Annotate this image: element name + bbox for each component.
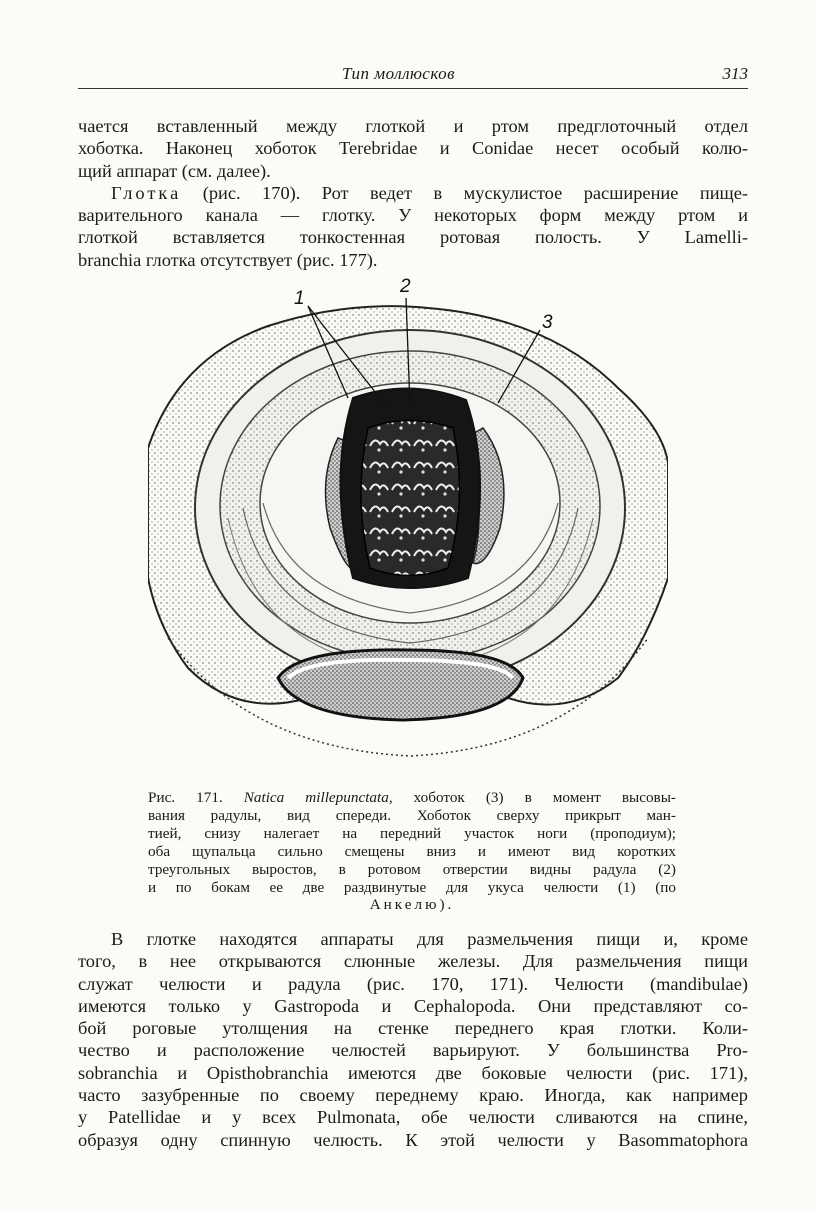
figure-caption [148,789,676,914]
figure-label-2: 2 [400,278,411,297]
text-line: бой роговые утолщения на стенке переднего края глотки. Коли- [78,1018,748,1039]
caption-number: Рис. 171. [148,789,244,806]
pharynx-paragraph-first-line [78,182,748,204]
figure-171-illustration [148,278,668,776]
page-number: 313 [722,64,748,83]
text-fragment: (рис. 170). Рот ведет в мускулистое расширение пище- [181,182,748,203]
running-title: Тип моллюсков [342,64,456,83]
jaws-radula-text [78,928,748,1151]
running-head [78,62,748,89]
text-line: глоткой вставляется тонкостенная ротовая полость. У Lamelli- [78,227,748,248]
text-line: имеются только у Gastropoda и Cephalopoda. Они представляют со- [78,995,748,1016]
text-line: служат челюсти и радула (рис. 170, 171). Челюсти (mandibulae) [78,973,748,994]
text-line: sobranchia и Opisthobranchia имеются две боковые челюсти (рис. 171), [78,1062,748,1083]
figure-label-1: 1 [294,288,305,309]
caption-line: оба щупальца сильно смещены вниз и имеют вид коротких [148,842,676,860]
text-line: хоботка. Наконец хоботок Terebridae и Conidae несет особый колю- [78,138,748,159]
text-line: щий аппарат (см. далее). [78,160,271,181]
text-line: чество и расположение челюстей варьируют. У большинства Pro- [78,1040,748,1061]
natica-proboscis-drawing [148,278,668,776]
caption-line: тией, снизу налегает на передний участок ноги (проподиум); [148,824,676,842]
text-line: того, в нее открываются слюнные железы. Для размельчения пищи [78,951,748,972]
radula [361,421,459,576]
text-line: чается вставленный между глоткой и ртом предглоточный отдел [78,116,748,136]
caption-fragment: , хоботок (3) в момент высовы- [388,789,676,806]
caption-first-line [148,789,676,807]
text-line: варительного канала — глотку. У некоторых форм между ртом и [78,205,748,226]
caption-line: и по бокам ее две раздвинутые для укуса челюсти (1) (по [148,878,676,896]
caption-line: треугольных выростов, в ротовом отверстии видны радула (2) [148,860,676,878]
caption-species: Natica millepunctata [243,789,389,806]
intro-text [78,115,748,271]
text-line: образуя одну спинную челюсть. К этой челюсти у Basommatophora [78,1129,748,1150]
figure-label-3: 3 [542,312,553,333]
text-line: В глотке находятся аппараты для размельчения пищи и, кроме [111,929,748,949]
text-line: branchia глотка отсутствует (рис. 177). [78,249,378,270]
section-heading-pharynx: Глотка [111,182,182,203]
caption-line: вания радулы, вид спереди. Хоботок сверху прикрыт ман- [148,806,676,824]
text-line: у Patellidae и у всех Pulmonata, обе челюсти сливаются на спине, [78,1107,748,1128]
text-line: часто зазубренные по своему переднему краю. Иногда, как например [78,1085,748,1106]
caption-author: Анкелю). [369,896,455,914]
